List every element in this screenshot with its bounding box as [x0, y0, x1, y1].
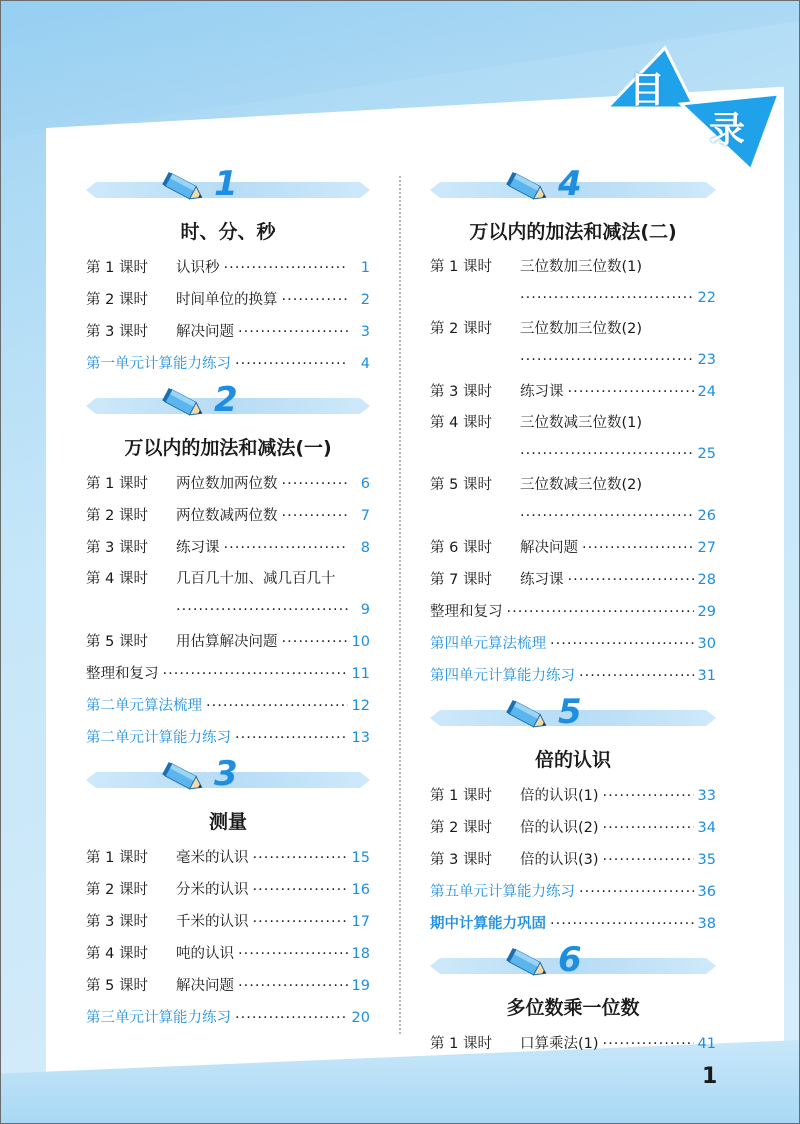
entry-page-number: 18 — [351, 946, 370, 962]
ribbon-cap-right — [706, 958, 716, 974]
unit-header — [86, 754, 370, 802]
entry-page-number: 24 — [697, 384, 716, 400]
unit-header — [430, 692, 716, 740]
entry-topic: 期中计算能力巩固 — [430, 916, 546, 932]
toc-left-column — [86, 164, 370, 1034]
entry-page-number: 27 — [697, 540, 716, 556]
entry-page-number: 26 — [697, 508, 716, 524]
toc-heading — [603, 44, 783, 174]
unit-title: 测量 — [208, 811, 247, 833]
toc-entry[interactable] — [430, 252, 716, 282]
leader-dots — [238, 938, 348, 970]
entry-page-number: 1 — [360, 260, 370, 276]
entry-page-number: 28 — [697, 572, 716, 588]
toc-entry[interactable] — [430, 628, 716, 660]
leader-dots — [253, 874, 348, 906]
toc-entry[interactable] — [86, 1002, 370, 1034]
lesson-label: 第 3 课时 — [86, 540, 148, 556]
entry-topic: 千米的认识 — [176, 914, 249, 930]
lesson-label: 第 6 课时 — [430, 540, 492, 556]
unit-header — [86, 164, 370, 212]
entry-topic: 三位数加三位数(2) — [520, 321, 643, 337]
ribbon-cap-left — [430, 710, 440, 726]
lesson-label: 第 4 课时 — [430, 415, 492, 431]
lesson-label: 第 5 课时 — [430, 477, 492, 493]
entry-page-number: 3 — [360, 324, 370, 340]
leader-dots — [579, 876, 694, 908]
lesson-label: 第 2 课时 — [430, 820, 492, 836]
toc-entry[interactable] — [86, 842, 370, 874]
toc-entry-continuation[interactable] — [430, 344, 716, 376]
leader-dots — [550, 908, 694, 940]
entry-topic: 第一单元计算能力练习 — [86, 356, 231, 372]
unit-number: 6 — [558, 940, 582, 980]
entry-page-number: 6 — [360, 476, 370, 492]
leader-dots — [603, 780, 694, 812]
leader-dots — [235, 1002, 348, 1034]
lesson-label: 第 2 课时 — [86, 882, 148, 898]
toc-entry[interactable] — [430, 908, 716, 940]
leader-dots — [224, 532, 349, 564]
entry-topic: 第四单元计算能力练习 — [430, 668, 575, 684]
unit-header — [430, 940, 716, 988]
entry-topic: 第二单元算法梳理 — [86, 698, 202, 714]
entry-topic: 倍的认识(3) — [520, 852, 599, 868]
toc-entry-continuation[interactable] — [430, 500, 716, 532]
entry-topic: 三位数减三位数(1) — [520, 415, 643, 431]
entry-page-number: 29 — [697, 604, 716, 620]
lesson-label: 第 2 课时 — [86, 292, 148, 308]
lesson-label: 第 5 课时 — [86, 634, 148, 650]
entry-topic: 第五单元计算能力练习 — [430, 884, 575, 900]
toc-entry[interactable] — [86, 722, 370, 754]
leader-dots — [206, 690, 348, 722]
toc-entry[interactable] — [430, 532, 716, 564]
entry-topic: 时间单位的换算 — [176, 292, 278, 308]
pencil-icon — [162, 170, 206, 206]
leader-dots — [520, 344, 694, 376]
unit-number: 3 — [214, 754, 238, 794]
toc-entry[interactable] — [430, 876, 716, 908]
entry-topic: 练习课 — [176, 540, 220, 556]
toc-entry[interactable] — [86, 938, 370, 970]
ribbon-cap-left — [86, 182, 96, 198]
entry-topic: 毫米的认识 — [176, 850, 249, 866]
unit-title: 多位数乘一位数 — [506, 997, 640, 1019]
entry-topic: 认识秒 — [176, 260, 220, 276]
toc-entry[interactable] — [86, 532, 370, 564]
toc-entry[interactable] — [86, 316, 370, 348]
entry-topic: 整理和复习 — [430, 604, 503, 620]
entry-page-number: 30 — [697, 636, 716, 652]
leader-dots — [603, 844, 694, 876]
pencil-icon — [162, 760, 206, 796]
lesson-label: 第 3 课时 — [86, 324, 148, 340]
entry-page-number: 4 — [360, 356, 370, 372]
ribbon-cap-left — [86, 398, 96, 414]
unit-header — [430, 164, 716, 212]
heading-char-2: 录 — [709, 110, 746, 151]
toc-right-column — [430, 164, 716, 1060]
lesson-label: 第 1 课时 — [430, 788, 492, 804]
leader-dots — [520, 500, 694, 532]
pencil-icon — [506, 170, 550, 206]
entry-page-number: 11 — [351, 666, 370, 682]
entry-topic: 两位数加两位数 — [176, 476, 278, 492]
leader-dots — [282, 500, 349, 532]
leader-dots — [579, 660, 694, 692]
lesson-label: 第 7 课时 — [430, 572, 492, 588]
lesson-label: 第 1 课时 — [86, 850, 148, 866]
lesson-label: 第 5 课时 — [86, 978, 148, 994]
entry-topic: 第四单元算法梳理 — [430, 636, 546, 652]
entry-topic: 用估算解决问题 — [176, 634, 278, 650]
toc-entry-continuation[interactable] — [430, 438, 716, 470]
leader-dots — [520, 438, 694, 470]
leader-dots — [282, 626, 348, 658]
entry-page-number: 2 — [360, 292, 370, 308]
page-number: 1 — [702, 1064, 718, 1089]
entry-page-number: 12 — [351, 698, 370, 714]
toc-entry-continuation[interactable] — [86, 594, 370, 626]
leader-dots — [176, 594, 348, 626]
pencil-icon — [506, 946, 550, 982]
toc-entry[interactable] — [86, 970, 370, 1002]
toc-entry[interactable] — [86, 564, 370, 594]
entry-page-number: 25 — [697, 446, 716, 462]
leader-dots — [603, 1028, 694, 1060]
entry-topic: 倍的认识(2) — [520, 820, 599, 836]
toc-entry[interactable] — [86, 500, 370, 532]
unit-number: 1 — [214, 164, 238, 204]
leader-dots — [520, 282, 694, 314]
unit-title: 万以内的加法和减法(一) — [124, 437, 332, 459]
entry-topic: 吨的认识 — [176, 946, 234, 962]
entry-topic: 口算乘法(1) — [520, 1036, 599, 1052]
entry-topic: 三位数减三位数(2) — [520, 477, 643, 493]
ribbon-cap-right — [360, 772, 370, 788]
entry-page-number: 22 — [697, 290, 716, 306]
lesson-label: 第 3 课时 — [86, 914, 148, 930]
leader-dots — [163, 658, 348, 690]
lesson-label: 第 1 课时 — [86, 260, 148, 276]
lesson-label: 第 3 课时 — [430, 852, 492, 868]
unit-number: 2 — [214, 380, 238, 420]
unit-title: 时、分、秒 — [180, 221, 276, 243]
toc-entry[interactable] — [86, 690, 370, 722]
entry-page-number: 23 — [697, 352, 716, 368]
entry-topic: 整理和复习 — [86, 666, 159, 682]
toc-entry[interactable] — [86, 284, 370, 316]
unit-number: 4 — [558, 164, 582, 204]
lesson-label: 第 4 课时 — [86, 946, 148, 962]
leader-dots — [507, 596, 694, 628]
lesson-label: 第 3 课时 — [430, 384, 492, 400]
leader-dots — [253, 842, 348, 874]
toc-entry[interactable] — [430, 470, 716, 500]
leader-dots — [235, 348, 348, 380]
leader-dots — [282, 284, 349, 316]
entry-page-number: 15 — [351, 850, 370, 866]
toc-entry[interactable] — [430, 408, 716, 438]
entry-topic: 练习课 — [520, 572, 564, 588]
leader-dots — [238, 316, 348, 348]
ribbon-cap-right — [706, 710, 716, 726]
toc-entry[interactable] — [86, 906, 370, 938]
entry-page-number: 10 — [351, 634, 370, 650]
lesson-label: 第 1 课时 — [430, 1036, 492, 1052]
leader-dots — [582, 532, 694, 564]
leader-dots — [282, 468, 349, 500]
toc-entry[interactable] — [430, 660, 716, 692]
toc-entry[interactable] — [430, 376, 716, 408]
entry-topic: 倍的认识(1) — [520, 788, 599, 804]
leader-dots — [253, 906, 348, 938]
entry-topic: 练习课 — [520, 384, 564, 400]
toc-entry[interactable] — [430, 564, 716, 596]
entry-page-number: 19 — [351, 978, 370, 994]
entry-page-number: 13 — [351, 730, 370, 746]
toc-entry[interactable] — [86, 348, 370, 380]
pencil-icon — [162, 386, 206, 422]
entry-page-number: 8 — [360, 540, 370, 556]
toc-entry[interactable] — [430, 780, 716, 812]
entry-page-number: 9 — [360, 602, 370, 618]
entry-topic: 第二单元计算能力练习 — [86, 730, 231, 746]
unit-header — [86, 380, 370, 428]
ribbon-cap-right — [360, 182, 370, 198]
ribbon-cap-left — [430, 182, 440, 198]
entry-page-number: 38 — [697, 916, 716, 932]
lesson-label: 第 1 课时 — [86, 476, 148, 492]
toc-entry-continuation[interactable] — [430, 282, 716, 314]
leader-dots — [224, 252, 349, 284]
entry-page-number: 20 — [351, 1010, 370, 1026]
entry-page-number: 36 — [697, 884, 716, 900]
toc-entry[interactable] — [430, 812, 716, 844]
toc-entry[interactable] — [86, 626, 370, 658]
leader-dots — [568, 564, 694, 596]
leader-dots — [603, 812, 694, 844]
entry-page-number: 7 — [360, 508, 370, 524]
entry-page-number: 41 — [697, 1036, 716, 1052]
lesson-label: 第 2 课时 — [430, 321, 492, 337]
entry-page-number: 17 — [351, 914, 370, 930]
ribbon-cap-right — [706, 182, 716, 198]
unit-number: 5 — [558, 692, 582, 732]
entry-topic: 分米的认识 — [176, 882, 249, 898]
entry-topic: 几百几十加、减几百几十 — [176, 571, 336, 587]
toc-entry[interactable] — [430, 844, 716, 876]
entry-page-number: 34 — [697, 820, 716, 836]
leader-dots — [235, 722, 348, 754]
leader-dots — [568, 376, 694, 408]
heading-char-1: 目 — [629, 70, 666, 111]
toc-entry[interactable] — [86, 252, 370, 284]
entry-topic: 解决问题 — [176, 324, 234, 340]
pencil-icon — [506, 698, 550, 734]
ribbon-cap-left — [430, 958, 440, 974]
toc-entry[interactable] — [430, 314, 716, 344]
entry-page-number: 31 — [697, 668, 716, 684]
entry-topic: 两位数减两位数 — [176, 508, 278, 524]
entry-page-number: 16 — [351, 882, 370, 898]
ribbon-cap-right — [360, 398, 370, 414]
toc-entry[interactable] — [430, 596, 716, 628]
toc-entry[interactable] — [86, 468, 370, 500]
entry-topic: 解决问题 — [520, 540, 578, 556]
toc-entry[interactable] — [430, 1028, 716, 1060]
lesson-label: 第 2 课时 — [86, 508, 148, 524]
unit-title: 万以内的加法和减法(二) — [469, 221, 677, 243]
lesson-label: 第 4 课时 — [86, 571, 148, 587]
entry-page-number: 35 — [697, 852, 716, 868]
column-divider — [399, 176, 401, 1034]
entry-topic: 三位数加三位数(1) — [520, 259, 643, 275]
lesson-label: 第 1 课时 — [430, 259, 492, 275]
unit-title: 倍的认识 — [534, 749, 611, 771]
entry-page-number: 33 — [697, 788, 716, 804]
toc-entry[interactable] — [86, 658, 370, 690]
toc-entry[interactable] — [86, 874, 370, 906]
entry-topic: 解决问题 — [176, 978, 234, 994]
ribbon-cap-left — [86, 772, 96, 788]
entry-topic: 第三单元计算能力练习 — [86, 1010, 231, 1026]
leader-dots — [550, 628, 694, 660]
leader-dots — [238, 970, 348, 1002]
